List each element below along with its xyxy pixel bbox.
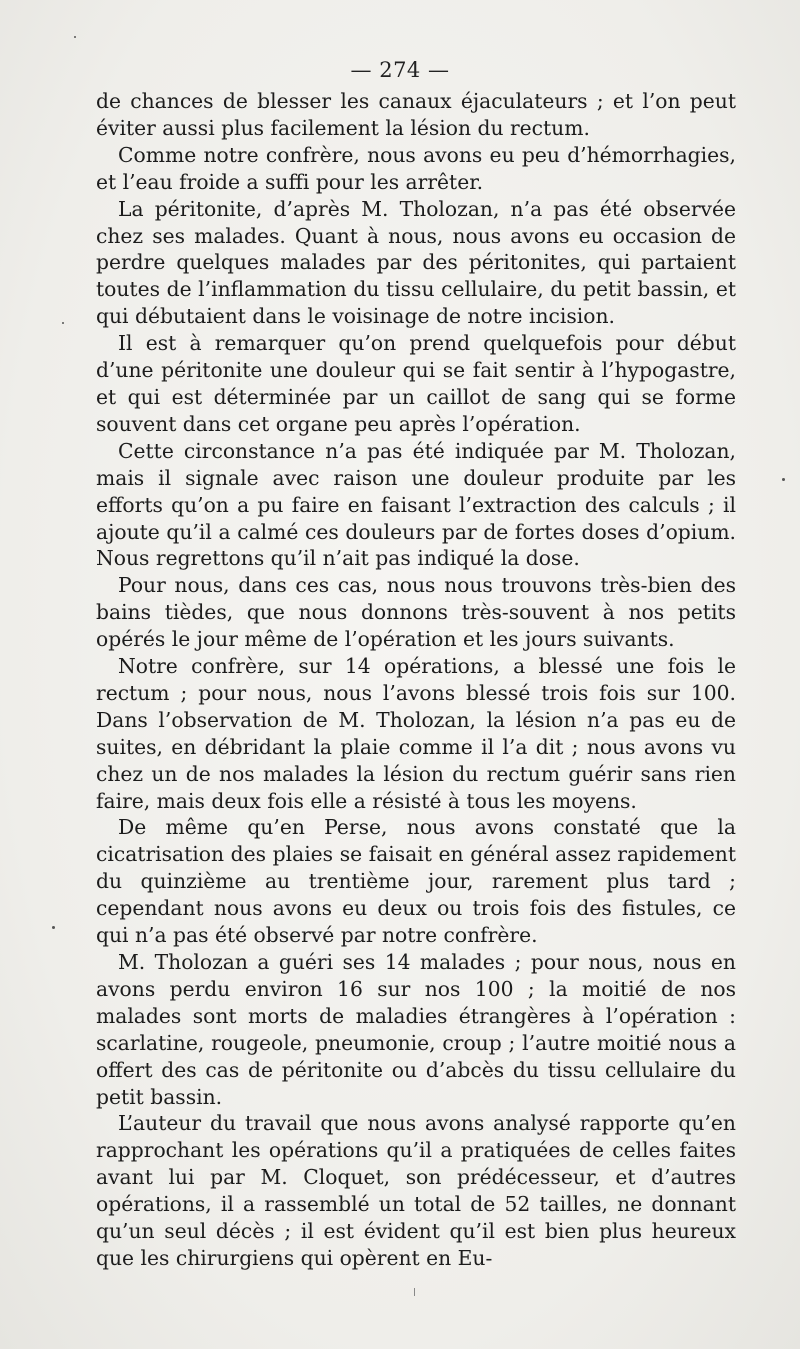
paper-speck: [74, 36, 76, 38]
paragraph-rectum: Notre confrère, sur 14 opérations, a blessé une fois le rectum ; pour nous, nous l’avons blessé trois fois sur 100. Dans l’observation de M. Tholozan, la lésion n’a pas eu de suites, en débridant la plaie comme il l’a dit ; nous avons vu chez un de nos malades la lésion du rectum guérir sans rien faire, mais deux fois elle a résisté à tous les moyens.: [96, 654, 736, 813]
paper-speck: [782, 478, 785, 481]
paper-speck: [414, 1288, 415, 1296]
paragraph-circonstance: Cette circonstance n’a pas été indiquée par M. Tholozan, mais il signale avec raison une douleur produite par les efforts qu’on a pu faire en faisant l’extraction des calculs ; il ajoute qu’il a calmé ces douleurs par de fortes doses d’opium. Nous regrettons qu’il n’ait pas indiqué la dose.: [96, 438, 736, 571]
paper-speck: [62, 322, 64, 324]
paragraph-mortalite: M. Tholozan a guéri ses 14 malades ; pour nous, nous en avons perdu environ 16 sur nos 100 ; la moitié de nos malades sont morts de maladies étrangères à l’opération : scarlatine, rougeole, pneumonie, croup ; l’autre moitié nous a offert des cas de péritonite ou d’abcès du tissu cellulaire du petit bassin.: [96, 950, 736, 1109]
paragraph-cicatrisation: De même qu’en Perse, nous avons constaté que la cicatrisation des plaies se faisait en général assez rapidement du quinzième au trentième jour, rarement plus tard ; cependant nous avons eu deux ou trois fois des fistules, ce qui n’a pas été observé par notre confrère.: [96, 815, 736, 948]
paragraph-peritonite: La péritonite, d’après M. Tholozan, n’a pas été observée chez ses malades. Quant à nous, nous avons eu occasion de perdre quelques malades par des péritonites, qui partaient toutes de l’inflammation du tissu cellulaire, du petit bassin, et qui débutaient dans le voisinage de notre incision.: [96, 196, 736, 329]
paragraph-douleur-hypogastre: Il est à remarquer qu’on prend quelquefois pour début d’une péritonite une douleur qui se fait sentir à l’hypogastre, et qui est déterminée par un caillot de sang qui se forme souvent dans cet organe peu après l’opération.: [96, 331, 736, 436]
page-number: — 274 —: [350, 58, 450, 82]
paragraph-hemorrhagies: Comme notre confrère, nous avons eu peu d’hémorrhagies, et l’eau froide a suffi pour les arrêter.: [96, 142, 736, 194]
paragraph-continuation: de chances de blesser les canaux éjaculateurs ; et l’on peut éviter aussi plus facilement la lésion du rectum.: [96, 89, 736, 140]
paragraph-bains-tiedes: Pour nous, dans ces cas, nous nous trouvons très-bien des bains tièdes, que nous donnons très-souvent à nos petits opérés le jour même de l’opération et les jours suivants.: [96, 573, 736, 652]
body-text: [96, 88, 736, 1272]
paper-speck: [52, 926, 55, 929]
paragraph-auteur: L’auteur du travail que nous avons analysé rapporte qu’en rapprochant les opérations qu’il a pratiquées de celles faites avant lui par M. Cloquet, son prédécesseur, et d’autres opérations, il a rassemblé un total de 52 tailles, ne donnant qu’un seul décès ; il est évident qu’il est bien plus heureux que les chirurgiens qui opèrent en Eu-: [96, 1111, 736, 1270]
